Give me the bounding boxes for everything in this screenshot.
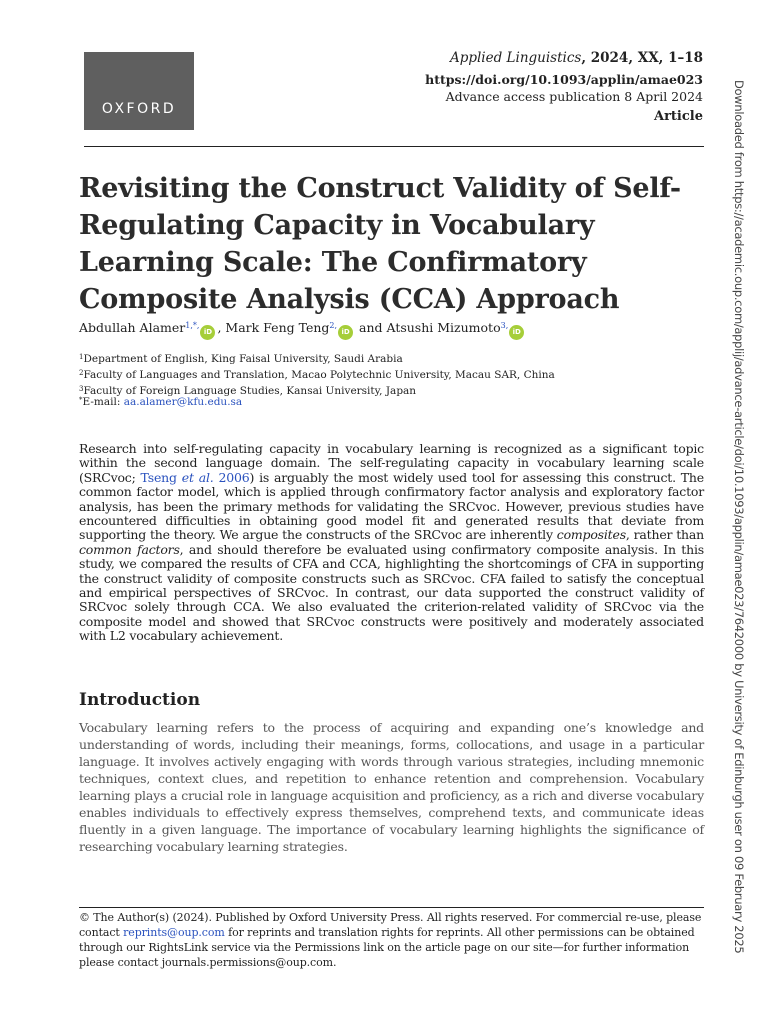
orcid-icon[interactable]: iD	[509, 325, 524, 340]
logo-text: OXFORD	[101, 101, 177, 117]
abstract: Research into self-regulating capacity in vocabulary learning is recognized as a significant topic within the second language domain. The self-regulating capacity in vocabulary learning scale (SRCvoc; Tseng et al. 2006) is arguably the most widely used tool for assessing this construct. The common factor model, which is applied through confirmatory factor analysis and exploratory factor analysis, has been the primary methods for validating the SRCvoc. However, previous studies have encountered difficulties in obtaining good model fit and generated results that deviate from supporting the theory. We argue the constructs of the SRCvoc are inherently composites, rather than common factors, and should therefore be evaluated using confirmatory composite analysis. In this study, we compared the results of CFA and CCA, highlighting the shortcomings of CFA in supporting the construct validity of composite constructs such as SRCvoc. CFA failed to satisfy the conceptual and empirical perspectives of SRCvoc. In contrast, our data supported the construct validity of SRCvoc solely through CCA. We also evaluated the criterion-related validity of SRCvoc via the composite model and showed that SRCvoc constructs were positively and moderately associated with L2 vocabulary achievement.	[79, 441, 704, 644]
oxford-logo	[84, 52, 194, 130]
article-type: Article	[653, 109, 703, 124]
article-title: Revisiting the Construct Validity of Self-Regulating Capacity in Vocabulary Learning Scale: The Confirmatory Composite Analysis (CCA) Approach	[79, 173, 681, 315]
author-name[interactable]: Mark Feng Teng	[225, 320, 330, 335]
author-list	[79, 320, 526, 340]
email-link[interactable]: aa.alamer@kfu.edu.sa	[123, 396, 243, 408]
advance-access-date: Advance access publication 8 April 2024	[445, 89, 703, 104]
copyright-footer: © The Author(s) (2024). Published by Oxford University Press. All rights reserved. For commercial re-use, please contact reprints@oup.com for reprints and translation rights for reprints. All other permissions can be obtained through our RightsLink service via the Permissions link on the article page on our site—for further information please contact journals.permissions@oup.com.	[79, 911, 702, 969]
author-separator: ,	[217, 320, 226, 335]
journal-name: Applied Linguistics	[449, 50, 582, 66]
footer-divider	[79, 907, 704, 908]
author-separator: and	[355, 320, 387, 335]
author-affil-mark[interactable]: 1,*,	[185, 321, 200, 330]
orcid-icon[interactable]: iD	[338, 325, 353, 340]
affiliations	[79, 350, 555, 398]
affiliation-item: $^3$Faculty of Foreign Language Studies, Kansai University, Japan	[79, 385, 417, 397]
affiliation-item: $^1$Department of English, King Faisal University, Saudi Arabia	[79, 353, 403, 365]
reprints-email-link[interactable]: reprints@oup.com	[123, 926, 225, 939]
section-heading-introduction: Introduction	[79, 690, 201, 710]
journal-citation	[425, 48, 703, 68]
corresponding-email: *E-mail: aa.alamer@kfu.edu.sa	[79, 396, 243, 408]
author-name[interactable]: Abdullah Alamer	[79, 320, 186, 335]
download-watermark: Downloaded from https://academic.oup.com/applij/advance-article/doi/10.1093/applin/amae023/7642000 by University of Edinburgh user on 09 February 2025	[732, 80, 746, 954]
orcid-icon[interactable]: iD	[200, 325, 215, 340]
doi-link[interactable]: https://doi.org/10.1093/applin/amae023	[425, 72, 703, 87]
journal-header	[425, 48, 703, 125]
introduction-paragraph: Vocabulary learning refers to the process of acquiring and expanding one’s knowledge and understanding of words, including their meanings, forms, collocations, and usage in a particular language. It involves actively engaging with words through various strategies, including mnemonic techniques, context clues, and repetition to enhance retention and comprehension. Vocabulary learning plays a crucial role in language acquisition and proficiency, as a rich and diverse vocabulary enables individuals to effectively express themselves, comprehend texts, and communicate ideas fluently in a given language. The importance of vocabulary learning highlights the significance of researching vocabulary learning strategies.	[79, 720, 704, 854]
affiliation-item: $^2$Faculty of Languages and Translation, Macao Polytechnic University, Macau SAR, China	[79, 369, 555, 381]
header-divider	[84, 146, 704, 147]
citation-link[interactable]: Tseng et al. 2006	[140, 469, 250, 485]
journal-volume: , 2024, XX, 1–18	[581, 50, 703, 66]
author-name[interactable]: Atsushi Mizumoto	[386, 320, 501, 335]
author-affil-mark[interactable]: 3,	[500, 321, 509, 330]
author-affil-mark[interactable]: 2,	[329, 321, 338, 330]
